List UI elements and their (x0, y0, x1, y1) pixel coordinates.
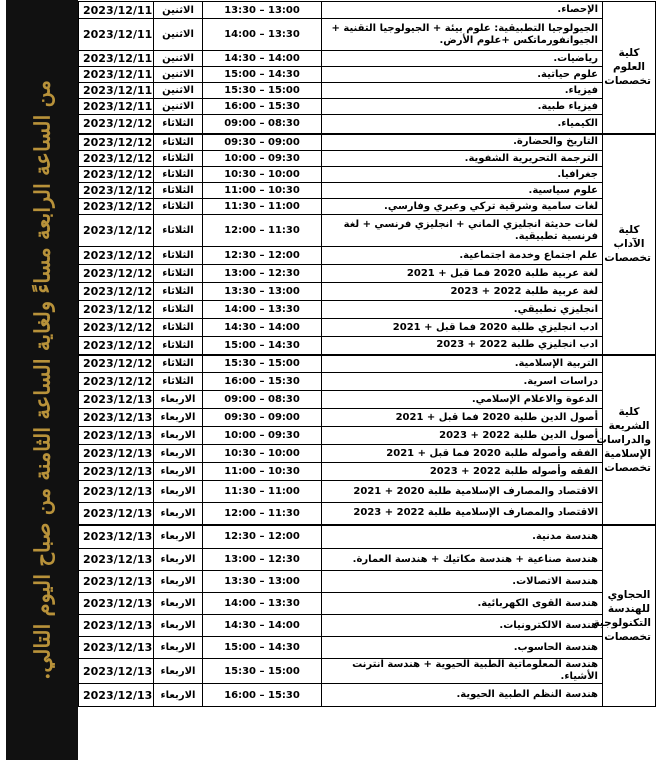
banner-text: من الساعة الرابعة مساءً ولغاية الساعة الثامنة من صباح اليوم التالي. (29, 80, 55, 680)
exam-subject: التاريخ والحضارة. (322, 134, 603, 151)
exam-subject: ادب انجليزي طلبة 2020 فما قبل + 2021 (322, 319, 603, 337)
exam-time: 12:30 – 12:00 (203, 247, 322, 265)
table-row (79, 51, 656, 67)
exam-subject: انجليزي تطبيقي. (322, 301, 603, 319)
table-row (79, 247, 656, 265)
exam-time: 14:00 – 13:30 (203, 301, 322, 319)
exam-subject: هندسة مدنية. (322, 525, 603, 549)
table-row (79, 115, 656, 134)
exam-schedule-table (78, 1, 656, 707)
exam-date: 2023/12/12 (79, 134, 154, 151)
table-row (79, 134, 656, 151)
exam-day: الاربعاء (154, 445, 203, 463)
exam-time: 15:30 – 15:00 (203, 355, 322, 373)
exam-time: 09:30 – 09:00 (203, 134, 322, 151)
exam-day: الثلاثاء (154, 265, 203, 283)
exam-time: 13:30 – 13:00 (203, 2, 322, 19)
exam-subject: هندسة الاتصالات. (322, 571, 603, 593)
exam-day: الاربعاء (154, 463, 203, 481)
exam-day: الاربعاء (154, 409, 203, 427)
exam-date: 2023/12/12 (79, 167, 154, 183)
exam-date: 2023/12/11 (79, 2, 154, 19)
exam-time: 12:00 – 11:30 (203, 503, 322, 525)
exam-day: الاثنين (154, 67, 203, 83)
exam-subject: أصول الدين طلبة 2020 فما قبل + 2021 (322, 409, 603, 427)
table-row (79, 67, 656, 83)
exam-day: الاربعاء (154, 684, 203, 707)
exam-day: الثلاثاء (154, 283, 203, 301)
exam-time: 11:30 – 11:00 (203, 481, 322, 503)
exam-date: 2023/12/13 (79, 427, 154, 445)
exam-time: 13:30 – 13:00 (203, 571, 322, 593)
exam-day: الاربعاء (154, 525, 203, 549)
exam-date: 2023/12/12 (79, 355, 154, 373)
exam-time: 09:00 – 08:30 (203, 391, 322, 409)
table-row (79, 615, 656, 637)
exam-subject: الترجمة التحريرية الشفوية. (322, 151, 603, 167)
exam-day: الاثنين (154, 19, 203, 51)
exam-date: 2023/12/13 (79, 463, 154, 481)
table-row (79, 463, 656, 481)
exam-day: الثلاثاء (154, 215, 203, 247)
exam-date: 2023/12/11 (79, 99, 154, 115)
exam-subject: أصول الدين طلبة 2022 + 2023 (322, 427, 603, 445)
exam-subject: الكيمياء. (322, 115, 603, 134)
exam-subject: هندسة المعلوماتية الطبية الحيوية + هندسة انترنت الأشياء. (322, 659, 603, 684)
exam-date: 2023/12/13 (79, 391, 154, 409)
exam-day: الاربعاء (154, 637, 203, 659)
table-row (79, 409, 656, 427)
exam-time: 15:30 – 15:00 (203, 83, 322, 99)
exam-subject: لغة عربية طلبة 2022 + 2023 (322, 283, 603, 301)
college-name: كلية العلوم تخصصات (603, 2, 656, 134)
exam-subject: هندسة الالكترونيات. (322, 615, 603, 637)
table-row (79, 445, 656, 463)
college-name: الحجاوي للهندسة التكنولوجية تخصصات (603, 525, 656, 707)
exam-day: الاثنين (154, 83, 203, 99)
exam-subject: التربية الإسلامية. (322, 355, 603, 373)
table-row (79, 659, 656, 684)
table-row (79, 593, 656, 615)
exam-time: 13:00 – 12:30 (203, 549, 322, 571)
exam-day: الثلاثاء (154, 167, 203, 183)
exam-date: 2023/12/11 (79, 67, 154, 83)
exam-date: 2023/12/12 (79, 373, 154, 391)
exam-date: 2023/12/13 (79, 571, 154, 593)
exam-date: 2023/12/12 (79, 199, 154, 215)
exam-time: 10:30 – 10:00 (203, 445, 322, 463)
exam-date: 2023/12/12 (79, 301, 154, 319)
exam-date: 2023/12/13 (79, 684, 154, 707)
exam-day: الاربعاء (154, 571, 203, 593)
exam-date: 2023/12/12 (79, 215, 154, 247)
exam-day: الثلاثاء (154, 134, 203, 151)
exam-date: 2023/12/13 (79, 409, 154, 427)
table-row (79, 199, 656, 215)
table-row (79, 503, 656, 525)
table-row (79, 637, 656, 659)
exam-time: 11:00 – 10:30 (203, 463, 322, 481)
exam-time: 14:00 – 13:30 (203, 19, 322, 51)
exam-day: الثلاثاء (154, 115, 203, 134)
college-name: كلية الشريعة والدراسات الإسلامية تخصصات (603, 355, 656, 525)
exam-subject: رياضيات. (322, 51, 603, 67)
exam-time: 14:30 – 14:00 (203, 319, 322, 337)
table-row (79, 481, 656, 503)
exam-time: 09:30 – 09:00 (203, 409, 322, 427)
table-row (79, 151, 656, 167)
exam-subject: لغة عربية طلبة 2020 فما قبل + 2021 (322, 265, 603, 283)
exam-time: 11:00 – 10:30 (203, 183, 322, 199)
table-row (79, 373, 656, 391)
table-row (79, 183, 656, 199)
exam-date: 2023/12/12 (79, 283, 154, 301)
exam-date: 2023/12/11 (79, 51, 154, 67)
exam-subject: هندسة صناعية + هندسة مكاتيك + هندسة العمارة. (322, 549, 603, 571)
exam-time: 13:00 – 12:30 (203, 265, 322, 283)
table-row (79, 215, 656, 247)
exam-subject: الدعوة والاعلام الإسلامي. (322, 391, 603, 409)
exam-day: الثلاثاء (154, 373, 203, 391)
exam-date: 2023/12/12 (79, 337, 154, 355)
exam-date: 2023/12/13 (79, 525, 154, 549)
exam-subject: علوم سياسية. (322, 183, 603, 199)
exam-day: الاربعاء (154, 615, 203, 637)
exam-time: 14:00 – 13:30 (203, 593, 322, 615)
exam-subject: هندسة الحاسوب. (322, 637, 603, 659)
exam-day: الثلاثاء (154, 199, 203, 215)
table-row (79, 283, 656, 301)
exam-date: 2023/12/12 (79, 183, 154, 199)
table-row (79, 391, 656, 409)
exam-subject: فيزياء طبية. (322, 99, 603, 115)
table-row (79, 167, 656, 183)
exam-time: 15:30 – 15:00 (203, 659, 322, 684)
exam-time: 14:30 – 14:00 (203, 51, 322, 67)
exam-subject: هندسة النظم الطبية الحيوية. (322, 684, 603, 707)
exam-subject: لغات حديثة انجليزي الماني + انجليزي فرنسي + لغة فرنسية تطبيقية. (322, 215, 603, 247)
exam-time: 11:30 – 11:00 (203, 199, 322, 215)
table-row (79, 319, 656, 337)
exam-day: الثلاثاء (154, 355, 203, 373)
exam-day: الاربعاء (154, 503, 203, 525)
exam-day: الاربعاء (154, 427, 203, 445)
exam-date: 2023/12/12 (79, 247, 154, 265)
exam-subject: لغات سامية وشرقية تركي وعبري وفارسي. (322, 199, 603, 215)
exam-day: الاثنين (154, 51, 203, 67)
exam-subject: دراسات اسرية. (322, 373, 603, 391)
table-row (79, 19, 656, 51)
exam-time: 16:00 – 15:30 (203, 99, 322, 115)
table-row (79, 525, 656, 549)
exam-subject: فيزياء. (322, 83, 603, 99)
college-name: كلية الآداب تخصصات (603, 134, 656, 355)
table-row (79, 355, 656, 373)
exam-time: 13:30 – 13:00 (203, 283, 322, 301)
exam-time: 10:00 – 09:30 (203, 151, 322, 167)
exam-time: 12:00 – 11:30 (203, 215, 322, 247)
exam-time: 16:00 – 15:30 (203, 684, 322, 707)
exam-day: الاربعاء (154, 481, 203, 503)
exam-date: 2023/12/13 (79, 615, 154, 637)
exam-day: الثلاثاء (154, 337, 203, 355)
table-row (79, 549, 656, 571)
exam-subject: الفقه وأصوله طلبة 2022 + 2023 (322, 463, 603, 481)
table-row (79, 301, 656, 319)
exam-date: 2023/12/13 (79, 445, 154, 463)
side-banner (6, 0, 78, 760)
table-row (79, 99, 656, 115)
exam-time: 09:00 – 08:30 (203, 115, 322, 134)
exam-date: 2023/12/13 (79, 481, 154, 503)
exam-date: 2023/12/12 (79, 115, 154, 134)
exam-date: 2023/12/12 (79, 319, 154, 337)
table-row (79, 571, 656, 593)
exam-time: 16:00 – 15:30 (203, 373, 322, 391)
exam-day: الاربعاء (154, 593, 203, 615)
exam-date: 2023/12/13 (79, 637, 154, 659)
exam-day: الاثنين (154, 2, 203, 19)
exam-date: 2023/12/13 (79, 593, 154, 615)
exam-date: 2023/12/13 (79, 503, 154, 525)
exam-subject: علم اجتماع وخدمة اجتماعية. (322, 247, 603, 265)
exam-subject: ادب انجليزي طلبة 2022 + 2023 (322, 337, 603, 355)
table-row (79, 2, 656, 19)
exam-subject: علوم حياتية. (322, 67, 603, 83)
exam-subject: الاقتصاد والمصارف الإسلامية طلبة 2022 + 2023 (322, 503, 603, 525)
exam-day: الاربعاء (154, 391, 203, 409)
exam-subject: الفقه وأصوله طلبة 2020 فما قبل + 2021 (322, 445, 603, 463)
exam-date: 2023/12/13 (79, 659, 154, 684)
exam-date: 2023/12/11 (79, 83, 154, 99)
exam-subject: هندسة القوى الكهربائية. (322, 593, 603, 615)
table-row (79, 83, 656, 99)
exam-day: الثلاثاء (154, 151, 203, 167)
exam-day: الثلاثاء (154, 183, 203, 199)
exam-time: 12:30 – 12:00 (203, 525, 322, 549)
table-row (79, 684, 656, 707)
exam-subject: جغرافيا. (322, 167, 603, 183)
exam-subject: الإحصاء. (322, 2, 603, 19)
exam-date: 2023/12/12 (79, 151, 154, 167)
exam-day: الاربعاء (154, 659, 203, 684)
exam-date: 2023/12/11 (79, 19, 154, 51)
exam-subject: الجيولوجيا التطبيقية: علوم بيئة + الجيولوجيا التقنية + الجيوانفورماتكس +علوم الأرض. (322, 19, 603, 51)
exam-day: الثلاثاء (154, 301, 203, 319)
exam-time: 15:00 – 14:30 (203, 337, 322, 355)
exam-day: الثلاثاء (154, 319, 203, 337)
exam-time: 15:00 – 14:30 (203, 67, 322, 83)
table-row (79, 337, 656, 355)
exam-time: 10:00 – 09:30 (203, 427, 322, 445)
table-row (79, 427, 656, 445)
exam-date: 2023/12/12 (79, 265, 154, 283)
exam-subject: الاقتصاد والمصارف الإسلامية طلبة 2020 + 2021 (322, 481, 603, 503)
exam-day: الاثنين (154, 99, 203, 115)
exam-day: الثلاثاء (154, 247, 203, 265)
exam-time: 10:30 – 10:00 (203, 167, 322, 183)
table-row (79, 265, 656, 283)
exam-date: 2023/12/13 (79, 549, 154, 571)
exam-time: 14:30 – 14:00 (203, 615, 322, 637)
exam-day: الاربعاء (154, 549, 203, 571)
exam-time: 15:00 – 14:30 (203, 637, 322, 659)
